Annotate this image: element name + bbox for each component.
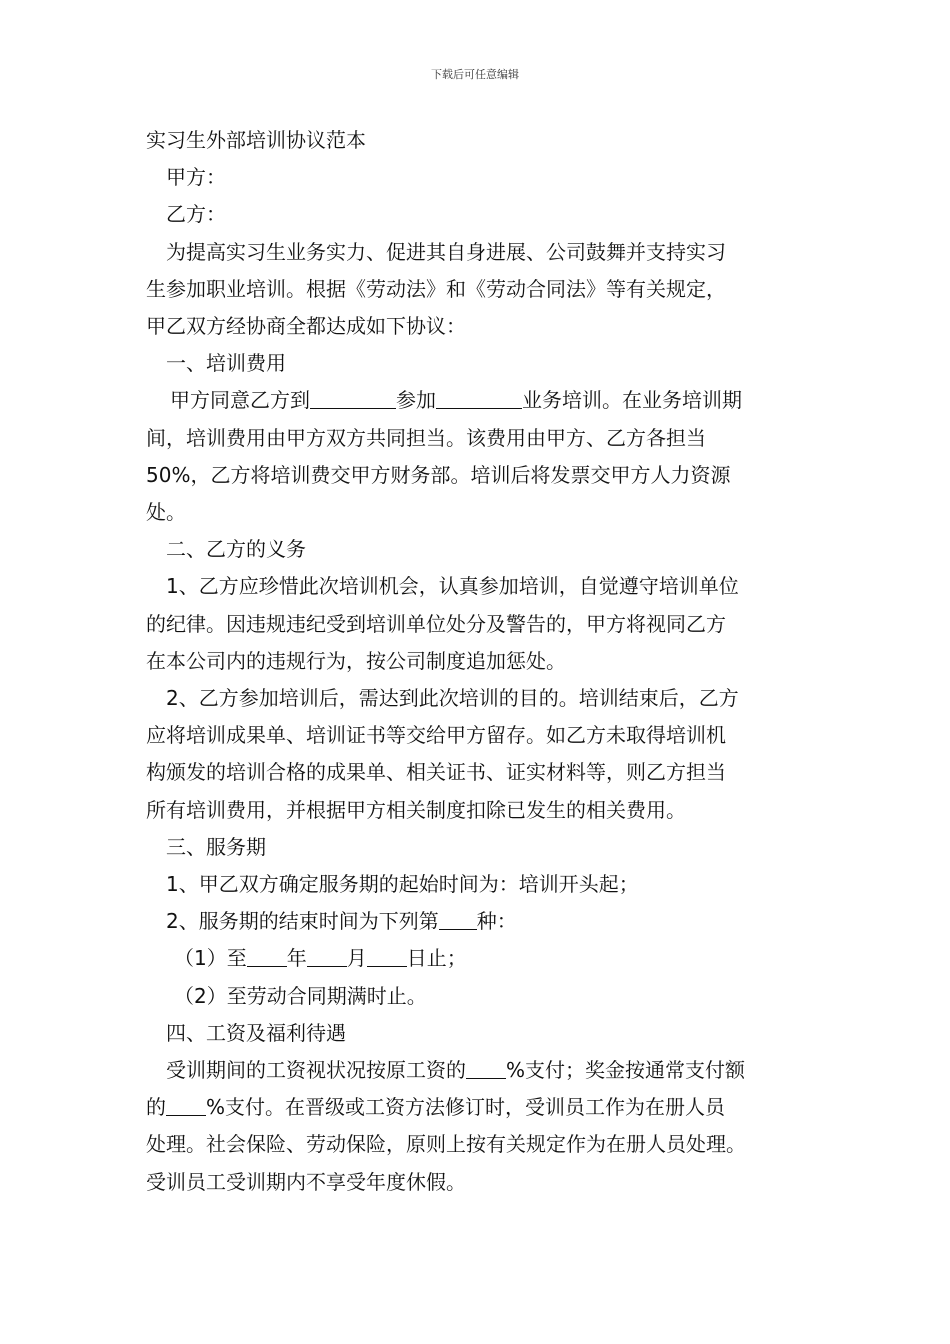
wages-line: 处理。社会保险、劳动保险，原则上按有关规定作为在册人员处理。 xyxy=(146,1132,746,1157)
document-title: 实习生外部培训协议范本 xyxy=(146,128,366,152)
obligation-line: 2、乙方参加培训后，需达到此次培训的目的。培训结束后，乙方 xyxy=(166,686,739,711)
section-heading-wages: 四、工资及福利待遇 xyxy=(166,1020,346,1045)
text-segment: （1）至 xyxy=(174,946,247,971)
obligation-line: 所有培训费用，并根据甲方相关制度扣除已发生的相关费用。 xyxy=(146,797,686,822)
text-segment: 参加 xyxy=(396,388,436,413)
fill-blank xyxy=(307,944,347,967)
section-heading-obligations: 二、乙方的义务 xyxy=(166,537,306,562)
document-body xyxy=(146,122,826,1201)
service-option: （2）至劳动合同期满时止。 xyxy=(174,983,427,1008)
party-b-label: 乙方： xyxy=(166,202,226,227)
section-heading-service: 三、服务期 xyxy=(166,834,266,859)
intro-line: 生参加职业培训。根据《劳动法》和《劳动合同法》等有关规定， xyxy=(146,276,726,301)
intro-line: 为提高实习生业务实力、促进其自身进展、公司鼓舞并支持实习 xyxy=(166,239,726,264)
obligation-line: 在本公司内的违规行为，按公司制度追加惩处。 xyxy=(146,648,566,673)
fees-line: 处。 xyxy=(146,500,186,525)
obligation-line: 构颁发的培训合格的成果单、相关证书、证实材料等，则乙方担当 xyxy=(146,760,726,785)
wages-line xyxy=(146,1089,826,1126)
fees-line: 间，培训费用由甲方双方共同担当。该费用由甲方、乙方各担当 xyxy=(146,425,706,450)
fill-blank xyxy=(247,944,287,967)
fill-blank xyxy=(439,907,477,930)
wages-line: 受训员工受训期内不享受年度休假。 xyxy=(146,1169,466,1194)
wages-line xyxy=(146,1052,826,1089)
fill-blank xyxy=(310,386,396,409)
obligation-line: 1、乙方应珍惜此次培训机会，认真参加培训，自觉遵守培训单位 xyxy=(166,574,739,599)
obligation-line: 应将培训成果单、培训证书等交给甲方留存。如乙方未取得培训机 xyxy=(146,723,726,748)
page-header: 下载后可任意编辑 xyxy=(431,68,519,81)
text-segment: 日止； xyxy=(406,946,467,971)
fill-blank xyxy=(436,386,522,409)
obligation-line: 的纪律。因违规违纪受到培训单位处分及警告的，甲方将视同乙方 xyxy=(146,611,726,636)
fill-blank xyxy=(367,944,407,967)
fees-line xyxy=(146,382,826,419)
party-a-label: 甲方： xyxy=(166,165,226,190)
text-segment: 业务培训。在业务培训期 xyxy=(522,388,742,413)
service-option xyxy=(146,940,826,977)
text-segment: 月 xyxy=(346,946,367,971)
text-segment: 受训期间的工资视状况按原工资的 xyxy=(166,1058,466,1083)
text-segment: 的 xyxy=(146,1095,166,1120)
section-heading-fees: 一、培训费用 xyxy=(166,351,286,376)
text-segment: %支付；奖金按通常支付额 xyxy=(506,1058,746,1083)
text-segment: 甲方同意乙方到 xyxy=(170,388,310,413)
service-line: 1、甲乙双方确定服务期的起始时间为：培训开头起； xyxy=(166,872,639,897)
fill-blank xyxy=(466,1056,506,1079)
text-segment: 2、服务期的结束时间为下列第 xyxy=(166,909,439,934)
text-segment: 种： xyxy=(476,909,517,934)
intro-line: 甲乙双方经协商全都达成如下协议： xyxy=(146,314,466,339)
fill-blank xyxy=(166,1093,206,1116)
service-line xyxy=(146,903,826,940)
text-segment: 年 xyxy=(286,946,307,971)
text-segment: %支付。在晋级或工资方法修订时，受训员工作为在册人员 xyxy=(206,1095,726,1120)
fees-line: 50%，乙方将培训费交甲方财务部。培训后将发票交甲方人力资源 xyxy=(146,462,731,487)
